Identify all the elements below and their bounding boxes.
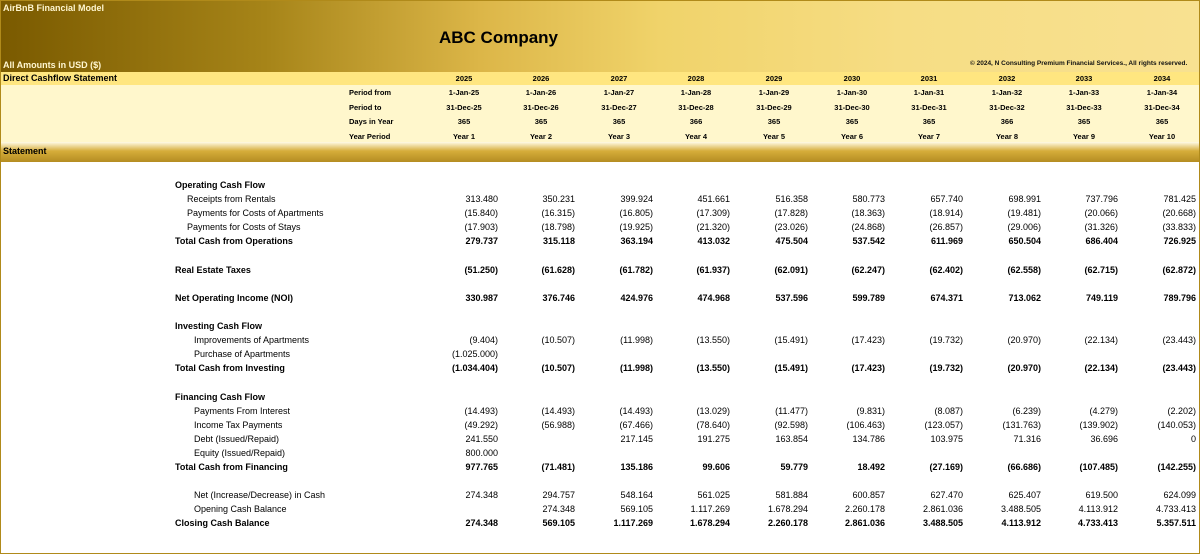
row-label: Total Cash from Operations — [175, 236, 293, 247]
value-cell: 294.757 — [542, 490, 575, 501]
table-row — [1, 362, 1199, 376]
year-strip — [1, 72, 1199, 85]
value-cell: 315.118 — [542, 236, 575, 247]
value-cell: (19.481) — [1007, 208, 1041, 219]
period-cell: Year 1 — [452, 131, 476, 141]
value-cell: (19.732) — [929, 363, 963, 374]
value-cell: 36.696 — [1090, 433, 1118, 444]
period-cell: Year 7 — [917, 131, 941, 141]
row-label: Payments From Interest — [194, 405, 291, 416]
value-cell: 548.164 — [620, 490, 653, 501]
table-row — [1, 419, 1199, 433]
copyright-notice: © 2024, N Consulting Premium Financial Services., All rights reserved. — [970, 60, 1188, 67]
row-label: Financing Cash Flow — [175, 391, 266, 402]
value-cell: 4.113.912 — [1078, 504, 1118, 515]
value-cell: (20.970) — [1007, 363, 1041, 374]
period-cell: 1-Jan-26 — [525, 88, 557, 97]
table-row — [1, 475, 1199, 489]
period-cell: Year 5 — [762, 131, 786, 141]
value-cell: 569.105 — [542, 518, 575, 529]
value-cell: 217.145 — [620, 433, 653, 444]
period-cell: 31-Dec-25 — [446, 102, 482, 112]
value-cell: (27.169) — [929, 462, 963, 472]
value-cell: 977.765 — [465, 462, 498, 472]
value-cell: 274.348 — [542, 504, 575, 515]
value-cell: 569.105 — [620, 504, 653, 515]
value-cell: 599.789 — [852, 292, 885, 303]
year-header: 2029 — [765, 74, 783, 83]
value-cell: (17.828) — [774, 208, 808, 219]
table-row — [1, 278, 1199, 292]
value-cell: (6.239) — [1012, 405, 1041, 416]
cashflow-table — [1, 162, 1199, 553]
table-row — [1, 348, 1199, 362]
value-cell: 1.678.294 — [689, 518, 730, 529]
value-cell: (56.988) — [541, 419, 575, 430]
period-cell: 365 — [1077, 117, 1091, 126]
value-cell: (11.477) — [775, 405, 808, 416]
value-cell: (123.057) — [924, 419, 963, 430]
value-cell: 424.976 — [620, 292, 653, 303]
value-cell: 2.861.036 — [922, 504, 963, 515]
value-cell: (23.026) — [774, 222, 808, 233]
value-cell: 475.504 — [775, 236, 808, 247]
row-label: Net Operating Income (NOI) — [175, 292, 294, 303]
table-row — [1, 517, 1199, 531]
value-cell: 713.062 — [1008, 292, 1041, 303]
value-cell: (61.628) — [541, 264, 575, 275]
period-cell: 365 — [457, 117, 471, 126]
value-cell: (142.255) — [1157, 462, 1196, 472]
value-cell: (22.134) — [1084, 335, 1118, 346]
value-cell: 1.678.294 — [767, 504, 808, 515]
table-row — [1, 334, 1199, 348]
value-cell: 537.596 — [775, 292, 808, 303]
row-label: Equity (Issued/Repaid) — [194, 447, 286, 458]
period-cell: 365 — [612, 117, 626, 126]
value-cell: (4.279) — [1089, 405, 1118, 416]
period-cell: Year 8 — [995, 131, 1019, 141]
value-cell: 135.186 — [620, 462, 653, 472]
table-row — [1, 376, 1199, 390]
value-cell: (13.550) — [696, 363, 730, 374]
table-row — [1, 433, 1199, 447]
value-cell: (71.481) — [541, 462, 575, 472]
table-row — [1, 292, 1199, 306]
value-cell: (23.443) — [1162, 363, 1196, 374]
value-cell: (20.668) — [1162, 208, 1196, 219]
value-cell: (23.443) — [1162, 335, 1196, 346]
row-label: Payments for Costs of Apartments — [187, 208, 324, 219]
value-cell: 737.796 — [1085, 194, 1118, 205]
value-cell: (20.066) — [1084, 208, 1118, 219]
value-cell: 191.275 — [697, 433, 730, 444]
table-row — [1, 264, 1199, 278]
year-header: 2033 — [1075, 74, 1093, 83]
year-header: 2034 — [1153, 74, 1171, 83]
value-cell: (16.805) — [619, 208, 653, 219]
amounts-label: All Amounts in USD ($) — [3, 60, 102, 70]
value-cell: (1.034.404) — [451, 363, 498, 374]
value-cell: 600.857 — [852, 490, 885, 501]
table-row — [1, 179, 1199, 193]
value-cell: (31.326) — [1084, 222, 1118, 233]
value-cell: (24.868) — [851, 222, 885, 233]
value-cell: 363.194 — [620, 236, 653, 247]
table-row — [1, 503, 1199, 517]
value-cell: (19.925) — [619, 222, 653, 233]
value-cell: 0 — [1190, 433, 1196, 444]
period-cell: 1-Jan-27 — [603, 88, 635, 97]
value-cell: (62.872) — [1162, 264, 1196, 275]
period-cell: Year 4 — [684, 131, 708, 141]
section-title: Direct Cashflow Statement — [3, 73, 118, 83]
value-cell: (13.029) — [696, 405, 730, 416]
statement-label: Statement — [3, 146, 47, 156]
value-cell: 474.968 — [697, 292, 730, 303]
value-cell: 274.348 — [465, 490, 498, 501]
period-cell: 1-Jan-25 — [448, 88, 480, 97]
value-cell: (61.782) — [619, 264, 653, 275]
table-row — [1, 489, 1199, 503]
period-cell: 365 — [534, 117, 548, 126]
value-cell: 350.231 — [542, 194, 575, 205]
year-header: 2032 — [998, 74, 1016, 83]
value-cell: 674.371 — [930, 292, 963, 303]
period-cell: 31-Dec-32 — [989, 102, 1025, 112]
title-banner — [1, 1, 1199, 72]
value-cell: (8.087) — [934, 405, 963, 416]
value-cell: 241.550 — [465, 433, 498, 444]
period-cell: 31-Dec-30 — [834, 102, 870, 112]
value-cell: 1.117.269 — [690, 504, 730, 515]
value-cell: (18.914) — [929, 208, 963, 219]
value-cell: (49.292) — [464, 419, 498, 430]
value-cell: (15.840) — [464, 208, 498, 219]
value-cell: 376.746 — [542, 292, 575, 303]
value-cell: 619.500 — [1085, 490, 1118, 501]
year-header: 2031 — [920, 74, 938, 83]
table-row — [1, 221, 1199, 235]
value-cell: (140.053) — [1157, 419, 1196, 430]
table-row — [1, 207, 1199, 221]
period-cell: 31-Dec-33 — [1066, 102, 1102, 112]
value-cell: (18.363) — [851, 208, 885, 219]
value-cell: (11.998) — [619, 363, 653, 374]
period-cell: 365 — [845, 117, 859, 126]
value-cell: (67.466) — [619, 419, 653, 430]
statement-band — [1, 142, 1199, 162]
period-header — [1, 72, 1199, 142]
value-cell: 611.969 — [930, 236, 963, 247]
value-cell: (14.493) — [541, 405, 575, 416]
period-cell: 31-Dec-34 — [1144, 102, 1180, 112]
row-label: Total Cash from Financing — [175, 462, 288, 472]
period-cell: 1-Jan-30 — [836, 88, 868, 97]
value-cell: 18.492 — [857, 462, 885, 472]
row-label: Improvements of Apartments — [194, 335, 310, 346]
year-header: 2026 — [532, 74, 550, 83]
row-label: Real Estate Taxes — [175, 264, 251, 275]
company-title: ABC Company — [439, 28, 559, 47]
value-cell: 561.025 — [697, 490, 730, 501]
value-cell: 537.542 — [852, 236, 885, 247]
value-cell: (62.715) — [1084, 264, 1118, 275]
period-cell: 31-Dec-26 — [523, 102, 559, 112]
value-cell: 274.348 — [465, 518, 498, 529]
value-cell: (11.998) — [620, 335, 653, 346]
value-cell: (139.902) — [1079, 419, 1118, 430]
value-cell: 2.260.178 — [844, 504, 885, 515]
period-cell: 366 — [1000, 117, 1014, 126]
value-cell: 99.606 — [702, 462, 730, 472]
table-row — [1, 320, 1199, 334]
table-row — [1, 193, 1199, 207]
value-cell: 451.661 — [697, 194, 730, 205]
value-cell: 698.991 — [1008, 194, 1041, 205]
value-cell: (16.315) — [541, 208, 575, 219]
value-cell: 103.975 — [930, 433, 963, 444]
value-cell: (62.091) — [774, 264, 808, 275]
table-row — [1, 447, 1199, 461]
period-cell: Year 2 — [529, 131, 553, 141]
value-cell: 627.470 — [930, 490, 963, 501]
value-cell: 749.119 — [1085, 292, 1118, 303]
value-cell: 726.925 — [1163, 236, 1196, 247]
value-cell: (51.250) — [464, 264, 498, 275]
value-cell: (15.491) — [774, 335, 808, 346]
row-label: Total Cash from Investing — [175, 363, 285, 374]
period-cell: 1-Jan-34 — [1146, 88, 1178, 97]
row-label: Receipts from Rentals — [187, 194, 276, 205]
row-label: Opening Cash Balance — [194, 504, 287, 515]
value-cell: (13.550) — [696, 335, 730, 346]
value-cell: (21.320) — [696, 222, 730, 233]
period-cell: Year 3 — [607, 131, 631, 141]
period-cell: 1-Jan-32 — [991, 88, 1023, 97]
value-cell: (20.970) — [1007, 335, 1041, 346]
value-cell: 657.740 — [930, 194, 963, 205]
value-cell: 624.099 — [1163, 490, 1196, 501]
period-cell: Year 9 — [1072, 131, 1096, 141]
period-row-label: Period to — [349, 102, 382, 112]
period-cell: Year 10 — [1148, 131, 1176, 141]
period-cell: 1-Jan-28 — [680, 88, 712, 97]
value-cell: (15.491) — [774, 363, 808, 374]
table-row — [1, 235, 1199, 249]
period-cell: 31-Dec-27 — [601, 102, 637, 112]
row-label: Net (Increase/Decrease) in Cash — [194, 490, 326, 501]
value-cell: (107.485) — [1079, 462, 1118, 472]
value-cell: (1.025.000) — [451, 349, 498, 360]
value-cell: (66.686) — [1007, 462, 1041, 472]
value-cell: (131.763) — [1002, 419, 1041, 430]
value-cell: 4.113.912 — [1001, 518, 1041, 529]
row-label: Income Tax Payments — [194, 419, 283, 430]
value-cell: (17.309) — [696, 208, 730, 219]
value-cell: (17.423) — [851, 363, 885, 374]
value-cell: 4.733.413 — [1155, 504, 1196, 515]
value-cell: 59.779 — [780, 462, 808, 472]
value-cell: 781.425 — [1163, 194, 1196, 205]
value-cell: (33.833) — [1162, 222, 1196, 233]
value-cell: 3.488.505 — [922, 518, 963, 529]
value-cell: (61.937) — [696, 264, 730, 275]
row-label: Investing Cash Flow — [175, 321, 263, 331]
value-cell: 330.987 — [465, 292, 498, 303]
value-cell: (17.423) — [851, 335, 885, 346]
value-cell: 163.854 — [775, 433, 808, 444]
value-cell: 313.480 — [465, 194, 498, 205]
year-header: 2025 — [455, 74, 473, 83]
period-cell: 31-Dec-28 — [678, 102, 714, 112]
value-cell: 1.117.269 — [613, 518, 653, 529]
value-cell: (9.831) — [856, 405, 885, 416]
period-cell: 365 — [1155, 117, 1169, 126]
period-cell: 366 — [689, 117, 703, 126]
period-cell: 1-Jan-33 — [1068, 88, 1100, 97]
value-cell: (62.558) — [1007, 264, 1041, 275]
value-cell: (62.402) — [929, 264, 963, 275]
period-row-label: Days in Year — [349, 117, 394, 126]
value-cell: 686.404 — [1085, 236, 1118, 247]
year-header: 2030 — [843, 74, 861, 83]
value-cell: 2.260.178 — [767, 518, 808, 529]
row-label: Payments for Costs of Stays — [187, 222, 301, 233]
value-cell: (17.903) — [464, 222, 498, 233]
period-cell: 1-Jan-29 — [758, 88, 790, 97]
value-cell: 516.358 — [775, 194, 808, 205]
table-row — [1, 250, 1199, 264]
value-cell: (10.507) — [541, 363, 575, 374]
period-cell: 1-Jan-31 — [913, 88, 945, 97]
value-cell: (10.507) — [541, 335, 575, 346]
value-cell: (78.640) — [696, 419, 730, 430]
value-cell: 279.737 — [465, 236, 498, 247]
value-cell: (22.134) — [1084, 363, 1118, 374]
period-row-label: Year Period — [349, 131, 391, 141]
period-cell: 365 — [767, 117, 781, 126]
row-label: Operating Cash Flow — [175, 180, 266, 190]
value-cell: (18.798) — [541, 222, 575, 233]
value-cell: (14.493) — [464, 405, 498, 416]
year-header: 2028 — [687, 74, 705, 83]
value-cell: 2.861.036 — [844, 518, 885, 529]
value-cell: 581.884 — [775, 490, 808, 501]
row-label: Debt (Issued/Repaid) — [194, 433, 280, 444]
value-cell: (92.598) — [774, 419, 808, 430]
value-cell: 650.504 — [1008, 236, 1041, 247]
value-cell: 71.316 — [1013, 433, 1041, 444]
value-cell: 625.407 — [1008, 490, 1041, 501]
value-cell: (62.247) — [851, 264, 885, 275]
value-cell: 5.357.511 — [1156, 518, 1196, 529]
table-row — [1, 461, 1199, 475]
value-cell: 3.488.505 — [1000, 504, 1041, 515]
value-cell: (19.732) — [929, 335, 963, 346]
value-cell: 789.796 — [1163, 292, 1196, 303]
row-label: Closing Cash Balance — [175, 518, 270, 529]
period-cell: 31-Dec-29 — [756, 102, 792, 112]
table-row — [1, 391, 1199, 405]
model-title: AirBnB Financial Model — [3, 3, 105, 13]
value-cell: 4.733.413 — [1077, 518, 1118, 529]
value-cell: (2.202) — [1167, 405, 1196, 416]
year-header: 2027 — [610, 74, 628, 83]
value-cell: (106.463) — [846, 419, 885, 430]
row-label: Purchase of Apartments — [194, 349, 291, 360]
value-cell: (26.857) — [929, 222, 963, 233]
table-row — [1, 306, 1199, 320]
value-cell: 800.000 — [465, 447, 498, 458]
value-cell: (29.006) — [1007, 222, 1041, 233]
period-cell: 365 — [922, 117, 936, 126]
table-row — [1, 405, 1199, 419]
value-cell: (9.404) — [469, 335, 498, 346]
period-cell: Year 6 — [840, 131, 864, 141]
value-cell: (14.493) — [619, 405, 653, 416]
value-cell: 134.786 — [852, 433, 885, 444]
value-cell: 399.924 — [620, 194, 653, 205]
period-cell: 31-Dec-31 — [911, 102, 947, 112]
value-cell: 580.773 — [852, 194, 885, 205]
value-cell: 413.032 — [697, 236, 730, 247]
period-row-label: Period from — [349, 88, 392, 97]
